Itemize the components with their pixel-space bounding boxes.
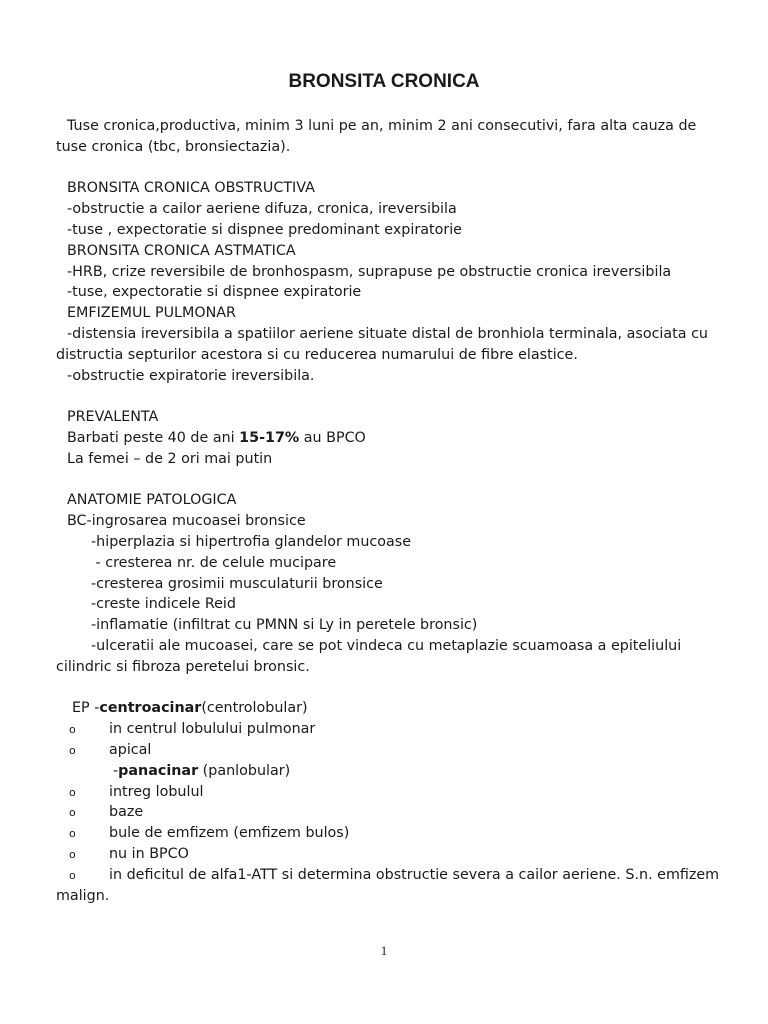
prevalenta-men [56,428,726,449]
bca-line: -HRB, crize reversibile de bronhospasm, suprapuse pe obstructie cronica ireversibila [67,263,672,280]
bullet-icon: o [69,806,76,820]
text: Barbati peste 40 de ani [67,429,240,446]
bullet-icon: o [69,785,76,799]
page-title: BRONSITA CRONICA [288,71,480,92]
document-body [56,116,726,907]
spacer [56,386,726,407]
anatomie-item: -cresterea grosimii musculaturii bronsice [91,575,383,592]
anatomie-item: - cresterea nr. de celule mucipare [91,554,337,571]
ep-centroacinar [56,698,726,719]
ep-panacinar [56,761,726,782]
anatomie-bc: BC-ingrosarea mucoasei bronsice [67,513,306,530]
bullet-text: baze [109,804,144,821]
bullet-item-last [56,865,726,908]
bullet-text: nu in BPCO [109,845,189,862]
bca-line: -tuse, expectoratie si dispnee expiratorie [67,284,362,301]
bullet-item [56,719,726,740]
bullet-text: apical [109,741,152,758]
text: (centrolobular) [201,700,308,717]
bullet-item [56,802,726,823]
bullet-text: in centrul lobulului pulmonar [109,721,316,738]
bullet-text: in deficitul de alfa1-ATT si determina obstructie severa a cailor aeriene. S.n. emfizem malign. [56,866,720,905]
heading-emfizem: EMFIZEMUL PULMONAR [67,305,236,322]
page-number: 1 [380,943,388,958]
bold-term: panacinar [118,762,199,779]
bullet-text: intreg lobulul [109,783,204,800]
bullet-icon: o [69,847,76,861]
heading-bca: BRONSITA CRONICA ASTMATICA [67,242,296,259]
text: EP - [72,700,100,717]
bold-term: centroacinar [99,700,202,717]
emfizem-line: -obstructie expiratorie ireversibila. [67,367,315,384]
anatomie-item-last: -ulceratii ale mucoasei, care se pot vindeca cu metaplazie scuamoasa a epiteliului cilindric si fibroza peretelui bronsic. [56,637,682,675]
bullet-item [56,823,726,844]
heading-bco: BRONSITA CRONICA OBSTRUCTIVA [67,180,315,197]
bullet-icon: o [69,743,76,757]
bullet-icon: o [69,723,76,737]
prevalenta-women: La femei – de 2 ori mai putin [67,450,273,467]
bullet-item [56,740,726,761]
bullet-item [56,782,726,803]
bullet-item [56,844,726,865]
bullet-icon: o [69,827,76,841]
bco-line: -tuse , expectoratie si dispnee predominant expiratorie [67,221,462,238]
spacer [56,678,726,699]
intro-paragraph: Tuse cronica,productiva, minim 3 luni pe an, minim 2 ani consecutivi, fara alta cauza de tuse cronica (tbc, bronsiectazia). [56,118,697,155]
spacer [56,470,726,491]
anatomie-item: -inflamatie (infiltrat cu PMNN si Ly in peretele bronsic) [91,617,478,634]
bco-line: -obstructie a cailor aeriene difuza, cronica, ireversibila [67,201,457,218]
spacer [56,158,726,179]
bold-percent: 15-17% [239,429,300,446]
heading-prevalenta: PREVALENTA [67,409,159,426]
emfizem-definition: -distensia ireversibila a spatiilor aeriene situate distal de bronhiola terminala, asociata cu distructia septurilor acestora si cu reducerea numarului de fibre elastice. [56,325,708,363]
bullet-icon: o [69,868,76,882]
text: (panlobular) [198,762,291,779]
anatomie-item: -creste indicele Reid [91,596,236,613]
text: - [113,762,119,779]
text: au BPCO [299,429,366,446]
heading-anatomie: ANATOMIE PATOLOGICA [67,492,237,509]
bullet-text: bule de emfizem (emfizem bulos) [109,825,350,842]
anatomie-item: -hiperplazia si hipertrofia glandelor mucoase [91,533,411,550]
